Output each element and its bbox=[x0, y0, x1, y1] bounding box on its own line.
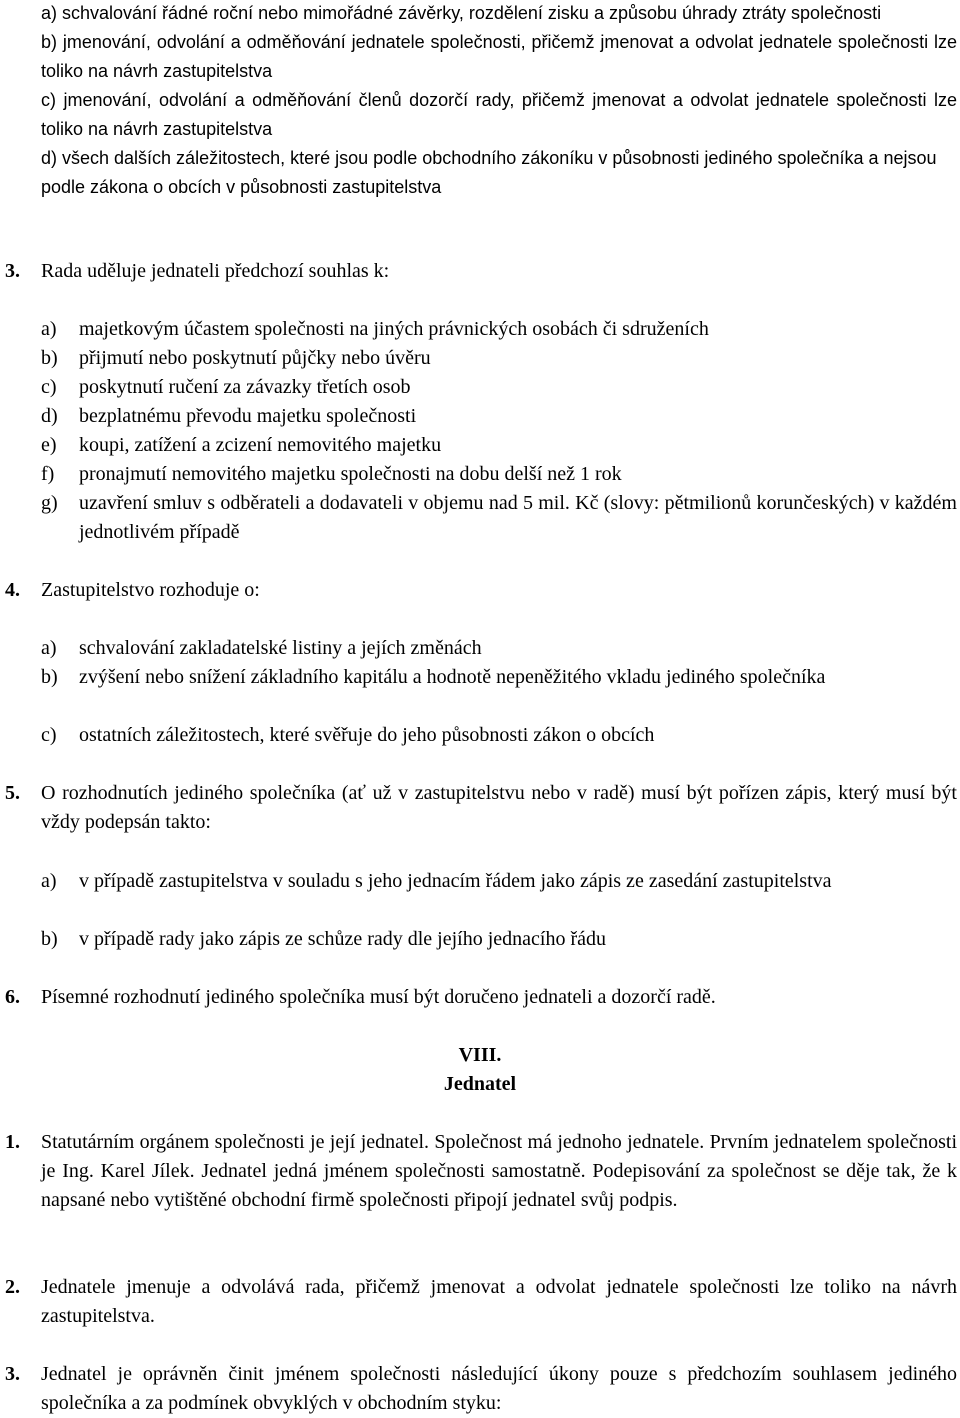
paragraph-text: Rada uděluje jednateli předchozí souhlas k: bbox=[41, 260, 390, 282]
section-number: VIII. bbox=[458, 1044, 502, 1066]
item-text: v případě rady jako zápis ze schůze rady dle jejího jednacího řádu bbox=[79, 928, 607, 950]
list-item: c) jmenování, odvolání a odměňování členů dozorčí rady, přičemž jmenovat a odvolat jednatele společnosti lze toliko na návrh zastupitelstva bbox=[41, 90, 957, 139]
paragraph-number: 3. bbox=[5, 1363, 20, 1385]
list-item bbox=[41, 867, 957, 896]
paragraph-text: Písemné rozhodnutí jediného společníka musí být doručeno jednateli a dozorčí radě. bbox=[41, 986, 716, 1008]
item-label: e) bbox=[41, 434, 57, 456]
item-label: b) bbox=[41, 666, 58, 688]
item-label: g) bbox=[41, 492, 58, 514]
section-title: Jednatel bbox=[443, 1073, 517, 1095]
paragraph-number: 6. bbox=[5, 986, 20, 1008]
section-paragraph-3-text: Jednatel je oprávněn činit jménem společnosti následující úkony pouze s předchozím souhlasem jediného společníka a za podmínek obvyklých v obchodním styku: bbox=[41, 1363, 957, 1414]
top-list bbox=[41, 0, 957, 202]
list-item bbox=[41, 489, 957, 547]
list-item bbox=[41, 344, 957, 373]
list-item bbox=[41, 925, 957, 954]
list-item bbox=[41, 402, 957, 431]
paragraph-4 bbox=[5, 576, 960, 605]
paragraph-number: 2. bbox=[5, 1276, 20, 1298]
section-paragraph-2-text: Jednatele jmenuje a odvolává rada, přičemž jmenovat a odvolat jednatele společnosti lze toliko na návrh zastupitelstva. bbox=[41, 1276, 957, 1327]
item-text: v případě zastupitelstva v souladu s jeho jednacím řádem jako zápis ze zasedání zastupitelstva bbox=[79, 870, 832, 892]
item-text: zvýšení nebo snížení základního kapitálu a hodnotě nepeněžitého vkladu jediného společníka bbox=[79, 666, 826, 688]
list-item bbox=[41, 373, 957, 402]
list-item: b) jmenování, odvolání a odměňování jednatele společnosti, přičemž jmenovat a odvolat jednatele společnosti lze toliko na návrh zastupitelstva bbox=[41, 32, 957, 81]
paragraph-5-text: O rozhodnutích jediného společníka (ať už v zastupitelstvu nebo v radě) musí být pořízen zápis, který musí být vždy podepsán takto: bbox=[41, 782, 957, 833]
item-label: a) bbox=[41, 870, 57, 892]
paragraph-number: 4. bbox=[5, 579, 20, 601]
item-text: ostatních záležitostech, které svěřuje do jeho působnosti zákon o obcích bbox=[79, 724, 655, 746]
paragraph-number: 5. bbox=[5, 782, 20, 804]
list-item bbox=[41, 634, 957, 663]
item-text: majetkovým účastem společnosti na jiných právnických osobách či sdruženích bbox=[79, 318, 709, 340]
item-text: schvalování zakladatelské listiny a jejích změnách bbox=[79, 637, 482, 659]
list-item: a) schvalování řádné roční nebo mimořádné závěrky, rozdělení zisku a způsobu úhrady ztráty společnosti bbox=[41, 3, 882, 23]
item-label: d) bbox=[41, 405, 58, 427]
item-label: b) bbox=[41, 928, 58, 950]
item-text: přijmutí nebo poskytnutí půjčky nebo úvěru bbox=[79, 347, 431, 369]
paragraph-number: 1. bbox=[5, 1131, 20, 1153]
list-item bbox=[41, 663, 957, 692]
paragraph-6 bbox=[5, 983, 960, 1012]
list-item: d) všech dalších záležitostech, které jsou podle obchodního zákoníku v působnosti jediného společníka a nejsou podle zákona o obcích v působnosti zastupitelstva bbox=[41, 148, 937, 197]
item-text: poskytnutí ručení za závazky třetích osob bbox=[79, 376, 411, 398]
paragraph-number: 3. bbox=[5, 260, 20, 282]
list-item bbox=[41, 721, 957, 750]
item-text: koupi, zatížení a zcizení nemovitého majetku bbox=[79, 434, 442, 456]
item-text: pronajmutí nemovitého majetku společnosti na dobu delší než 1 rok bbox=[79, 463, 622, 485]
list-item bbox=[41, 431, 957, 460]
item-label: a) bbox=[41, 637, 57, 659]
list-item bbox=[41, 460, 957, 489]
item-label: a) bbox=[41, 318, 57, 340]
item-label: b) bbox=[41, 347, 58, 369]
item-label: c) bbox=[41, 376, 57, 398]
paragraph-3 bbox=[5, 257, 960, 286]
item-label: f) bbox=[41, 463, 55, 485]
paragraph-text: Zastupitelstvo rozhoduje o: bbox=[41, 579, 260, 601]
item-label: c) bbox=[41, 724, 57, 746]
item-text: bezplatnému převodu majetku společnosti bbox=[79, 405, 417, 427]
section-paragraph-1-text: Statutárním orgánem společnosti je její jednatel. Společnost má jednoho jednatele. Prvním jednatelem společnosti je Ing. Karel Jílek. Jednatel jedná jménem společnosti samostatně. Podepisování za společnost se děje tak, že k napsané nebo vytištěné obchodní firmě společnosti připojí jednatel svůj podpis. bbox=[41, 1131, 957, 1211]
item-text: uzavření smluv s odběrateli a dodavateli v objemu nad 5 mil. Kč (slovy: pětmilionů korunčeských) v každém jednotlivém případě bbox=[79, 492, 957, 543]
list-item bbox=[41, 315, 957, 344]
